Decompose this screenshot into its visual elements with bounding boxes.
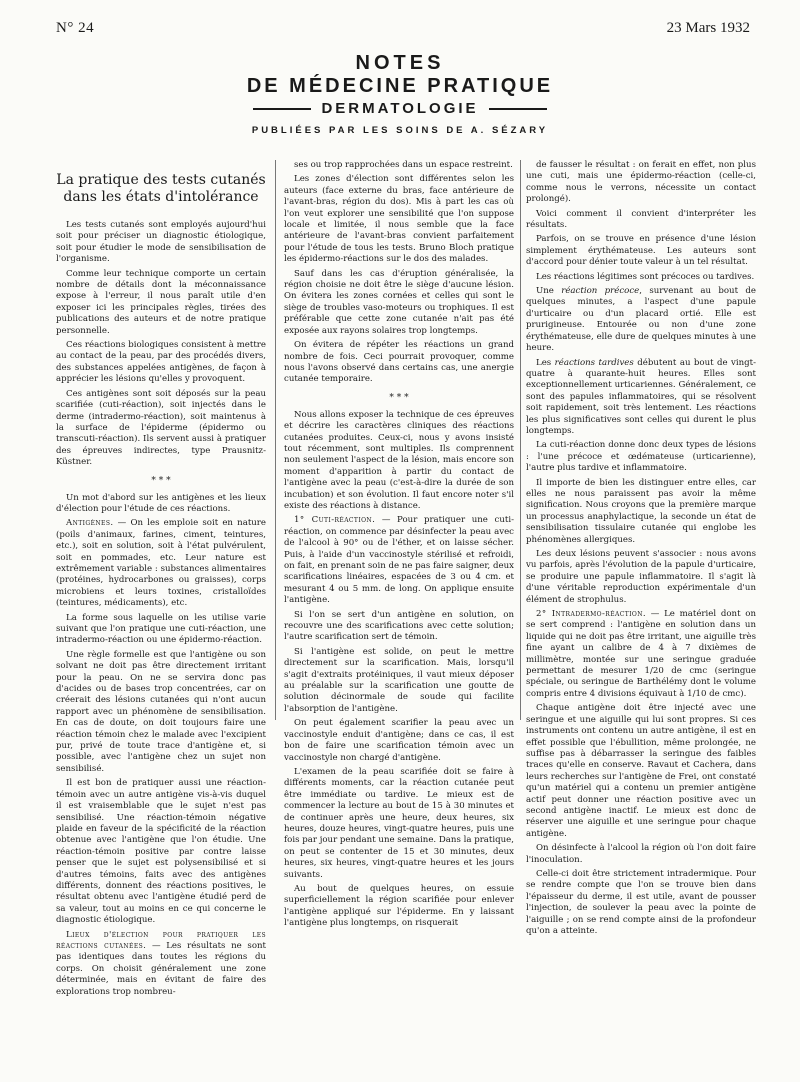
subsection-heading: 2° Intradermo-réaction.: [536, 609, 646, 620]
paragraph: Les deux lésions peuvent s'associer : nous avons vu parfois, après l'évolution de la papule d'urticaire, se produire une papule inflammatoire. Il s'agit là d'une véritable reproduction expérimentale d'un élément de strophulus.: [526, 549, 756, 605]
article-title-line2: dans les états d'intolérance: [63, 189, 259, 205]
paragraph: Les zones d'élection sont différentes selon les auteurs (face externe du bras, face antérieure de l'avant-bras, région du dos). Mis à part les cas où l'on veut explorer une sensibilité que l'on suppose locale et limitée, il nous semble que la face antérieure de l'avant-bras convient parfaitement pour l'étude de tous les tests. Bruno Bloch pratique les épidermo-réactions sur le dos des malades.: [284, 174, 514, 265]
column-1: [56, 160, 266, 1060]
paragraph-text: débutent au bout de vingt-quatre à quarante-huit heures. Elles sont exceptionnellement urticariennes. Généralement, ce sont des papules inflammatoires, qui se résolvent soit rapidement, soit très lentement. Les réactions les plus significatives sont celles qui durent le plus longtemps.: [526, 357, 756, 436]
paragraph: On désinfecte à l'alcool la région où l'on doit faire l'inoculation.: [526, 843, 756, 865]
emphasis: réaction précoce: [561, 286, 640, 297]
section-label: DERMATOLOGIE: [321, 100, 479, 117]
emphasis: réactions tardives: [554, 357, 634, 368]
published-by: PUBLIÉES PAR LES SOINS DE A. SÉZARY: [251, 125, 549, 136]
article-body: [56, 160, 756, 1060]
paragraph: On évitera de répéter les réactions un grand nombre de fois. Ceci pourrait provoquer, comme nous l'avons observé dans certains cas, une anergie cutanée temporaire.: [284, 340, 514, 385]
paragraph: Si l'antigène est solide, on peut le mettre directement sur la scarification. Mais, lorsqu'il s'agit d'extraits protéiniques, il vaut mieux déposer au préalable sur la scarification une goutte de solution décinormale de soude qui facilite l'absorption de l'antigène.: [284, 646, 514, 714]
paragraph: Chaque antigène doit être injecté avec une seringue et une aiguille qui lui sont propres. Si ces instruments ont contenu un autre antigène, il est en effet possible que l'ébullition, même prolongée, ne suffise pas à débarrasser la seringue des faibles traces qu'elle en conserve. Ravaut et Cachera, dans leurs recherches sur l'antigène de Frei, ont constaté qu'un matériel qui a contenu un premier antigène actif peut donner une réaction positive avec un second antigène inactif. Le mieux est donc de réserver une aiguille et une seringue pour chaque antigène.: [526, 703, 756, 839]
paragraph: Celle-ci doit être strictement intradermique. Pour se rendre compte que l'on se trouve bien dans l'épaisseur du derme, il est utile, avant de pousser l'injection, de soulever la peau avec la pointe de l'aiguille ; on se rend compte ainsi de la profondeur qu'on a atteinte.: [526, 868, 756, 936]
paragraph-text: — Pour pratiquer une cuti-réaction, on commence par désinfecter la peau avec de l'alcool à 90° ou de l'éther, et on laisse sécher. Puis, à l'aide d'un vaccinostyle stérilisé et refroidi, on fait, en prenant soin de ne pas faire saigner, deux scarifications linéaires, espacées de 3 ou 4 cm. et mesurant 4 ou 5 mm. de long. On applique ensuite l'antigène.: [284, 515, 514, 606]
column-divider: [520, 160, 521, 720]
paragraph: [56, 518, 266, 609]
paragraph: Un mot d'abord sur les antigènes et les lieux d'élection pour l'étude de ces réactions.: [56, 492, 266, 514]
section-rule-left: [253, 108, 311, 110]
paragraph: Ces antigènes sont soit déposés sur la peau scarifiée (cuti-réaction), soit injectés dans le derme (intradermo-réaction), soit maintenus à la surface de l'épiderme (épidermo ou transcuti-réaction). Ils servent aussi à pratiquer des épreuves indirectes, type Prausnitz-Küstner.: [56, 388, 266, 468]
paragraph: Comme leur technique comporte un certain nombre de détails dont la méconnaissance expose à l'erreur, il nous paraît utile d'en exposer ici les principales règles, tirées des publications des auteurs et de notre pratique personnelle.: [56, 268, 266, 336]
section-separator: * * *: [389, 392, 409, 403]
paragraph: Voici comment il convient d'interpréter les résultats.: [526, 208, 756, 231]
subsection-heading: 1° Cuti-réaction.: [294, 515, 376, 526]
section-heading: [0, 100, 800, 117]
paragraph-text: Une: [536, 286, 562, 297]
paragraph: La forme sous laquelle on les utilise varie suivant que l'on pratique une cuti-réaction, une intradermo-réaction ou une épidermo-réaction.: [56, 612, 266, 646]
paragraph: ses ou trop rapprochées dans un espace restreint.: [294, 160, 513, 170]
paragraph: La cuti-réaction donne donc deux types de lésions : l'une précoce et œdémateuse (urticarienne), l'autre plus tardive et inflammatoire.: [526, 440, 756, 474]
paragraph: [526, 609, 756, 700]
paragraph: [56, 930, 266, 998]
paragraph: de fausser le résultat : on ferait en effet, non plus une cuti, mais une épidermo-réaction (celle-ci, comme nous le verrons, nécessite un contact prolongé).: [526, 160, 756, 205]
column-3: [526, 160, 756, 1060]
paragraph-text: — Les résultats ne sont pas identiques dans toutes les régions du corps. On choisit généralement une zone déterminée, mais en évitant de faire des explorations trop nombreu-: [56, 940, 266, 997]
column-2: [284, 160, 514, 1060]
paragraph: Les réactions légitimes sont précoces ou tardives.: [536, 271, 755, 282]
paragraph-text: — On les emploie soit en nature (poils d'animaux, farines, ciment, teintures, etc.), soit en solution, soit à l'état pulvérulent, soit en pommades, etc. Leur nature est extrêmement variable : substances alimentaires (protéines, hydrocarbones ou graisses), corps microbiens et leurs toxines, cristalloïdes (teintures, médicaments), etc.: [56, 518, 266, 609]
paragraph-text: — Le matériel dont on se sert comprend : l'antigène en solution dans un liquide qui ne doit pas être irritant, une aiguille très fine ayant un calibre de 4 à 7 dixièmes de millimètre, montée sur une seringue graduée permettant de mesurer 1/20 de cmc (seringue spéciale, ou seringue de Barthélémy dont le volume compris entre 4 divisions équivaut à 1/10 de cmc).: [526, 609, 756, 699]
section-separator: * * *: [151, 475, 171, 486]
article-title-line1: La pratique des tests cutanés: [56, 172, 266, 188]
paragraph: Les tests cutanés sont employés aujourd'hui soit pour préciser un diagnostic étiologique, soit pour étudier le mode de sensibilisation de l'organisme.: [56, 220, 266, 265]
paragraph: Au bout de quelques heures, on essuie superficiellement la région scarifiée pour enlever l'antigène appliqué sur l'épiderme. En y laissant l'antigène plus longtemps, on risquerait: [284, 883, 514, 929]
journal-title-line2: DE MÉDECINE PRATIQUE: [246, 75, 554, 97]
section-rule-right: [489, 108, 547, 110]
paragraph: Sauf dans les cas d'éruption généralisée, la région choisie ne doit être le siège d'aucune lésion. On évitera les zones cornées et celles qui sont le siège de troubles vaso-moteurs ou trophiques. Il est préférable que cette zone cutanée n'ait pas été exposée aux rayons solaires trop longtemps.: [284, 268, 514, 336]
paragraph: L'examen de la peau scarifiée doit se faire à différents moments, car la réaction cutanée peut être immédiate ou tardive. Le mieux est de commencer la lecture au bout de 15 à 30 minutes et de continuer après une heure, deux heures, six heures, douze heures, vingt-quatre heures, puis une fois par jour pendant une semaine. Dans la pratique, on peut se contenter de 15 et 30 minutes, deux heures, six heures, vingt-quatre heures et les jours suivants.: [284, 766, 514, 880]
paragraph: On peut également scarifier la peau avec un vaccinostyle enduit d'antigène; dans ce cas, il est bon de faire une scarification témoin avec un vaccinostyle non chargé d'antigène.: [284, 718, 514, 763]
issue-date: 23 Mars 1932: [666, 20, 750, 36]
paragraph: [526, 286, 756, 354]
paragraph-text: , survenant au bout de quelques minutes, a l'aspect d'une papule d'urticaire ou d'un placard ortié. Elle est prurigineuse. Entourée ou non d'une zone érythémateuse, elle dure de quelques minutes à une heure.: [526, 286, 756, 354]
paragraph: Nous allons exposer la technique de ces épreuves et décrire les caractères cliniques des réactions cutanées produites. Ceux-ci, nous y avons insisté tout récemment, sont multiples. Ils comprennent non seulement l'aspect de la lésion, mais encore son moment d'apparition à partir du contact de l'antigène avec la peau (c'est-à-dire la durée de son incubation) et son évolution. Il faut encore noter s'il existe des réactions à distance.: [284, 409, 514, 511]
paragraph: [284, 515, 514, 606]
paragraph: Ces réactions biologiques consistent à mettre au contact de la peau, par des procédés divers, des substances appelées antigènes, de façon à apprécier les lésions qu'elles y provoquent.: [56, 340, 266, 385]
masthead: [0, 52, 800, 136]
journal-title-line1: NOTES: [355, 52, 445, 74]
paragraph: [526, 358, 756, 438]
subsection-heading: Lieux d'élection pour pratiquer les réactions cutanées.: [56, 929, 266, 951]
paragraph: Si l'on se sert d'un antigène en solution, on recouvre une des scarifications avec cette solution; l'autre scarification sert de témoin.: [284, 609, 514, 643]
issue-number: N° 24: [56, 20, 95, 36]
paragraph: Il importe de bien les distinguer entre elles, car elles ne nous paraissent pas avoir la même signification. Nous croyons que la première marque un processus anaphylactique, la seconde un état de sensibilisation tissulaire cutanée qui englobe les phénomènes allergiques.: [526, 477, 756, 545]
paragraph-text: Les: [536, 357, 555, 368]
article-title: [56, 172, 266, 206]
paragraph: Une règle formelle est que l'antigène ou son solvant ne doit pas être directement irritant pour la peau. On ne se servira donc pas d'acides ou de bases trop concentrées, car on créerait des lésions cutanées qui n'ont aucun rapport avec un phénomène de sensibilisation. En cas de doute, on doit toujours faire une réaction témoin chez le malade avec l'excipient pur, privé de toute trace d'antigène et, si possible, avec l'antigène chez un sujet non sensibilisé.: [56, 649, 266, 774]
column-divider: [275, 160, 276, 720]
paragraph: Parfois, on se trouve en présence d'une lésion simplement érythémateuse. Les auteurs sont d'accord pour dénier toute valeur à un tel résultat.: [526, 234, 756, 268]
paragraph: Il est bon de pratiquer aussi une réaction-témoin avec un autre antigène vis-à-vis duquel il est vraisemblable que le sujet n'est pas sensibilisé. Une réaction-témoin négative plaide en faveur de la spécificité de la réaction obtenue avec l'antigène que l'on étudie. Une réaction-témoin positive par contre laisse penser que le sujet est polysensibilisé et si d'autres témoins, faits avec des antigènes différents, donnent des réactions positives, le résultat obtenu avec l'antigène étudié perd de sa valeur, tout au moins en ce qui concerne le diagnostic étiologique.: [56, 778, 266, 926]
subsection-heading: Antigènes.: [66, 518, 114, 529]
